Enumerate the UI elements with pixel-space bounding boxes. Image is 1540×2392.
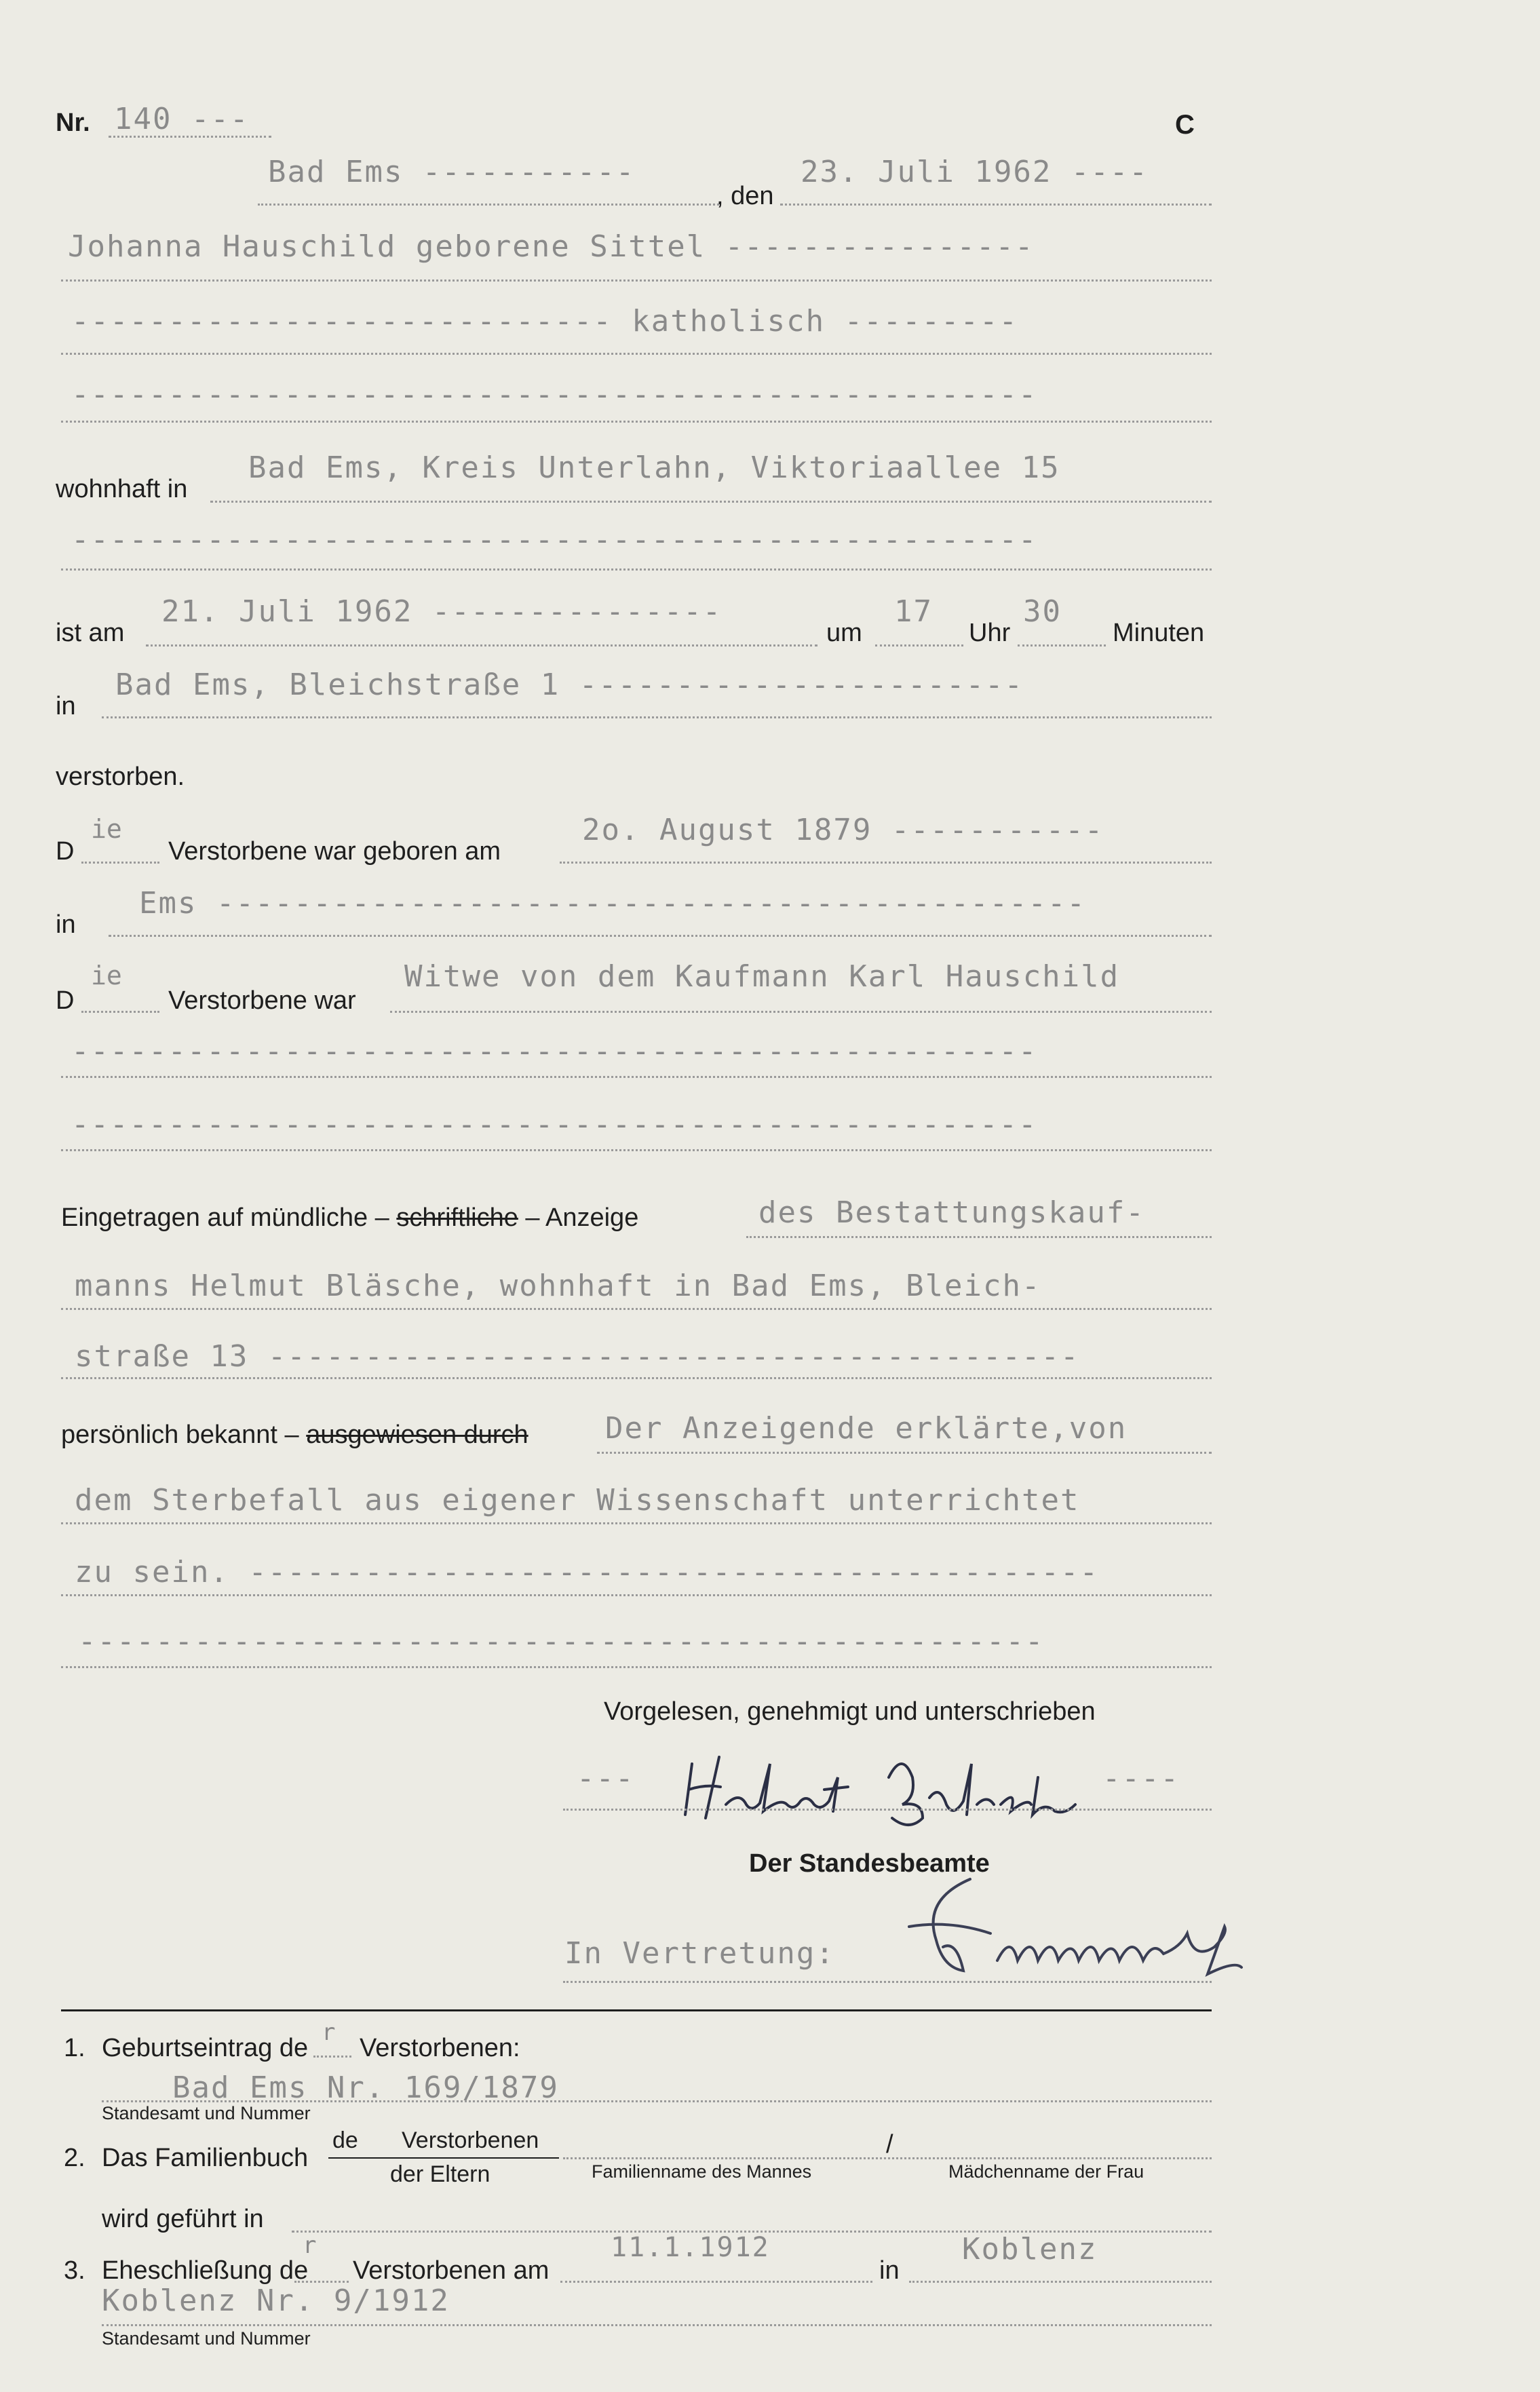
birth-date-dotted-line <box>560 862 1212 864</box>
item2-fraction-line <box>328 2157 559 2159</box>
death-place: Bad Ems, Bleichstraße 1 ----------------------- <box>115 668 1024 702</box>
item2-kept-label: wird geführt in <box>102 2205 264 2233</box>
item2-label: Das Familienbuch <box>102 2144 309 2172</box>
item2-eltern: der Eltern <box>390 2161 490 2187</box>
identity-value-2: dem Sterbefall aus eigener Wissenschaft unterrichtet <box>75 1483 1080 1518</box>
item1-sub-label: Standesamt und Nummer <box>102 2103 311 2123</box>
residence-dotted-line <box>210 501 1212 503</box>
birth-d-suffix: ie <box>91 814 122 844</box>
registrar-label: Der Standesbeamte <box>749 1849 990 1878</box>
item1-label-b: Verstorbenen: <box>360 2034 520 2062</box>
minutes-dotted-line <box>1018 644 1106 647</box>
ist-am-label: ist am <box>56 619 125 647</box>
person-dotted-line-2 <box>61 353 1212 355</box>
status-line-3: -------------------------------------------------- <box>71 1107 1038 1142</box>
item3-number: 3. <box>64 2256 85 2285</box>
person-line-1: Johanna Hauschild geborene Sittel ---------------- <box>68 229 1035 264</box>
death-date: 21. Juli 1962 --------------- <box>161 594 723 629</box>
signature-dashes-right: ---- <box>1102 1761 1180 1796</box>
item3-sup-dotted-line <box>294 2281 349 2283</box>
birth-place: Ems --------------------------------------------- <box>139 886 1087 921</box>
representation-label: In Vertretung: <box>564 1936 835 1971</box>
status-dotted-line-2 <box>61 1076 1212 1078</box>
identity-dotted-line-3 <box>61 1594 1212 1596</box>
person-line-2: ---------------------------- katholisch --------- <box>71 304 1019 339</box>
hour-dotted-line <box>875 644 963 647</box>
person-dotted-line-3 <box>61 421 1212 423</box>
nr-value: 140 --- <box>114 102 250 136</box>
birth-place-dotted-line <box>109 935 1212 937</box>
status-d-suffix: ie <box>91 961 122 990</box>
status-d-dotted-line <box>81 1011 159 1013</box>
person-dotted-line-1 <box>61 279 1212 282</box>
report-value-2: manns Helmut Bläsche, wohnhaft in Bad Ems, Bleich- <box>75 1269 1041 1303</box>
identity-value-3: zu sein. -------------------------------------------- <box>75 1555 1099 1589</box>
report-dotted-line-1 <box>746 1236 1212 1238</box>
item2-slash: / <box>886 2130 893 2159</box>
death-minutes: 30 <box>1023 594 1062 629</box>
date-dotted-line <box>780 204 1212 206</box>
status-dotted-line-3 <box>61 1149 1212 1151</box>
um-label: um <box>826 619 862 647</box>
residence-line-2: -------------------------------------------------- <box>71 522 1038 557</box>
verstorben-label: verstorben. <box>56 763 185 791</box>
birth-label: Verstorbene war geboren am <box>168 837 501 866</box>
date-value: 23. Juli 1962 ---- <box>801 155 1149 189</box>
identity-dotted-line-4 <box>61 1666 1212 1668</box>
item1-value: Bad Ems Nr. 169/1879 <box>172 2070 559 2105</box>
item3-place: Koblenz <box>962 2232 1098 2266</box>
report-dotted-line-3 <box>61 1377 1212 1379</box>
place-value: Bad Ems ----------- <box>268 155 636 189</box>
report-value-3: straße 13 ------------------------------------------ <box>75 1339 1080 1374</box>
den-label: , den <box>716 182 774 210</box>
death-place-dotted-line <box>102 716 1212 718</box>
death-in-label: in <box>56 692 76 720</box>
identity-value-1: Der Anzeigende erklärte,von <box>605 1411 1128 1446</box>
birth-in-label: in <box>56 910 76 939</box>
status-d-label: D <box>56 986 75 1015</box>
informant-signature <box>678 1737 1085 1832</box>
item3-in-label: in <box>879 2256 900 2285</box>
item1-dotted-line <box>102 2100 1212 2102</box>
report-label-part1: Eingetragen auf mündliche – <box>61 1203 389 1232</box>
birth-date: 2o. August 1879 ----------- <box>582 813 1104 847</box>
item3-date: 11.1.1912 <box>611 2232 770 2263</box>
read-approved-label: Vorgelesen, genehmigt und unterschrieben <box>604 1697 1096 1726</box>
report-value-1: des Bestattungskauf- <box>758 1195 1145 1230</box>
item3-place-dotted-line <box>909 2281 1212 2283</box>
person-line-3: -------------------------------------------------- <box>71 377 1038 412</box>
item1-sup-dotted-line <box>313 2056 351 2058</box>
birth-d-label: D <box>56 837 75 866</box>
item2-number: 2. <box>64 2144 85 2172</box>
item3-sup: r <box>303 2232 317 2259</box>
death-date-dotted-line <box>146 644 817 647</box>
identity-dotted-line-2 <box>61 1522 1212 1524</box>
residence-dotted-line-2 <box>61 568 1212 571</box>
identity-dotted-line-1 <box>597 1452 1212 1454</box>
item2-names-dotted-line <box>563 2157 1212 2159</box>
death-hour: 17 <box>894 594 933 629</box>
item3-value: Koblenz Nr. 9/1912 <box>102 2283 450 2318</box>
item1-sup: r <box>322 2019 336 2046</box>
signature-dashes-left: --- <box>577 1761 635 1796</box>
form-letter: C <box>1175 110 1195 140</box>
residence-value: Bad Ems, Kreis Unterlahn, Viktoriaallee 15 <box>248 450 1060 485</box>
place-dotted-line <box>258 204 719 206</box>
item1-label-a: Geburtseintrag de <box>102 2034 309 2062</box>
nr-label: Nr. <box>56 109 90 137</box>
item3-date-dotted-line <box>560 2281 872 2283</box>
report-dotted-line-2 <box>61 1308 1212 1310</box>
footer-separator <box>61 2009 1212 2011</box>
birth-d-dotted-line <box>81 862 159 864</box>
report-label-part2: – Anzeige <box>525 1203 639 1232</box>
identity-label-struck: ausgewiesen durch <box>306 1421 528 1449</box>
signature-dotted-line <box>563 1809 1212 1811</box>
item2-verstorbenen: Verstorbenen <box>402 2127 539 2153</box>
report-label-struck: schriftliche <box>396 1203 518 1232</box>
item2-wife-label: Mädchenname der Frau <box>948 2161 1144 2182</box>
identity-label-part1: persönlich bekannt – <box>61 1421 299 1449</box>
residence-label: wohnhaft in <box>56 475 188 503</box>
status-dotted-line <box>390 1011 1212 1013</box>
item3-label-b: Verstorbenen am <box>353 2256 550 2285</box>
minuten-label: Minuten <box>1113 619 1205 647</box>
item3-dotted-line <box>102 2324 1212 2326</box>
identity-value-4: -------------------------------------------------- <box>78 1624 1045 1659</box>
status-value: Witwe von dem Kaufmann Karl Hauschild <box>404 959 1120 994</box>
item3-sub-label: Standesamt und Nummer <box>102 2328 311 2349</box>
report-label <box>61 1203 638 1233</box>
identity-label <box>61 1421 528 1450</box>
item1-number: 1. <box>64 2034 85 2062</box>
status-label: Verstorbene war <box>168 986 356 1015</box>
item3-label-a: Eheschließung de <box>102 2256 309 2285</box>
registrar-signature <box>896 1859 1248 1994</box>
uhr-label: Uhr <box>969 619 1011 647</box>
status-line-2: -------------------------------------------------- <box>71 1034 1038 1068</box>
item2-husband-label: Familienname des Mannes <box>592 2161 812 2182</box>
representation-dotted-line <box>563 1981 1212 1983</box>
nr-dotted-line <box>109 136 271 138</box>
item2-de: de <box>332 2127 358 2153</box>
